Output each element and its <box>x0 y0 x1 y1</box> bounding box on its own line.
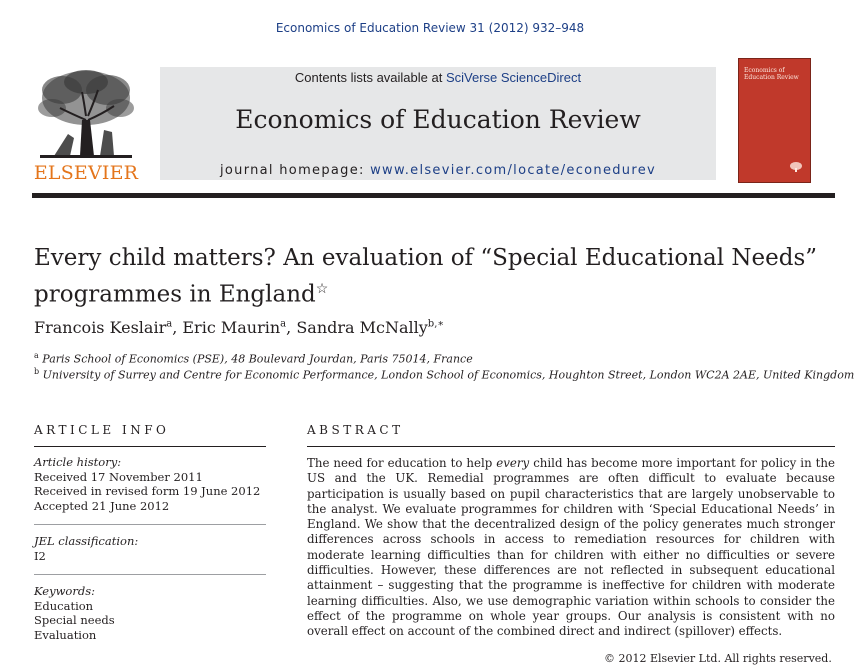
author-name[interactable]: Eric Maurin <box>182 318 281 337</box>
tree-emblem-icon <box>32 68 140 160</box>
jel-classification <box>34 534 266 563</box>
journal-citation[interactable]: Economics of Education Review 31 (2012) 932–948 <box>275 21 585 35</box>
elsevier-logo[interactable] <box>32 68 140 184</box>
history-item: Received 17 November 2011 <box>34 469 203 484</box>
title-footnote-star-icon[interactable]: ☆ <box>315 281 329 297</box>
author-name[interactable]: Sandra McNally <box>296 318 428 337</box>
publisher-emblem-icon <box>789 161 803 173</box>
copyright-notice: © 2012 Elsevier Ltd. All rights reserved. <box>604 652 832 665</box>
keyword-item[interactable]: Education <box>34 598 94 613</box>
affiliation-text: University of Surrey and Centre for Economic Performance, London School of Economics, Houghton Street, London WC2A 2AE, United Kingdom <box>42 368 855 382</box>
author-affiliation-mark[interactable]: b,∗ <box>427 318 445 330</box>
article-title-line2-text: programmes in England <box>34 281 316 308</box>
info-divider <box>34 574 266 575</box>
article-title-line2 <box>34 274 824 311</box>
article-title <box>34 243 824 311</box>
sciencedirect-link[interactable]: SciVerse ScienceDirect <box>445 70 582 85</box>
header-rule <box>32 193 835 198</box>
author-separator: , <box>172 318 183 337</box>
affiliation-text: Paris School of Economics (PSE), 48 Boulevard Jourdan, Paris 75014, France <box>42 352 473 366</box>
abstract-emphasis: every <box>496 456 530 470</box>
info-divider <box>34 524 266 525</box>
affiliation-mark: b <box>34 367 40 376</box>
author-separator: , <box>286 318 297 337</box>
affiliation-a <box>34 351 473 366</box>
jel-label: JEL classification: <box>34 534 139 548</box>
author-affiliation-mark[interactable]: a <box>166 318 173 330</box>
keyword-item[interactable]: Special needs <box>34 613 115 627</box>
homepage-link[interactable]: www.elsevier.com/locate/econedurev <box>370 163 656 178</box>
history-label: Article history: <box>34 455 122 469</box>
article-history <box>34 455 266 513</box>
article-info-panel <box>34 455 266 653</box>
journal-banner <box>160 67 716 180</box>
cover-title-line2: Education Review <box>744 74 799 81</box>
journal-cover-thumbnail[interactable] <box>738 58 811 183</box>
article-info-heading: ARTICLE INFO <box>34 423 170 437</box>
journal-title: Economics of Education Review <box>235 105 641 134</box>
contents-availability <box>160 70 716 85</box>
article-title-line1: Every child matters? An evaluation of “Special Educational Needs” <box>34 245 818 271</box>
journal-homepage <box>160 163 716 178</box>
cover-title-line1: Economics of <box>744 67 785 74</box>
keyword-item[interactable]: Evaluation <box>34 627 97 642</box>
abstract-text-rest: child has become more important for policy in the US and the UK. Remedial programmes are often difficult to evaluate because participation is usually based on pupil characteristics that are largely unobservable to the analyst. We evaluate programmes for children with ‘Special Educational Needs’ in England. We show that the decentralized design of the policy generates much stronger differences across schools in access to remediation resources for children with moderate learning difficulties than for children with either no difficulties or severe difficulties. However, these differences are not reflected in subsequent educational attainment – suggesting that the programme is ineffective for children with moderate learning difficulties. Also, we use demographic variation within schools to consider the effect of the programme on whole year groups. Our analysis is consistent with no overall effect on account of the combined direct and indirect (spillover) effects. <box>307 456 835 639</box>
affiliation-b <box>34 367 854 382</box>
author-name[interactable]: Francois Keslair <box>34 318 167 337</box>
affiliation-mark: a <box>34 351 39 360</box>
jel-code: I2 <box>34 548 46 563</box>
abstract-rule <box>307 446 835 447</box>
elsevier-wordmark: ELSEVIER <box>33 162 139 184</box>
homepage-prefix: journal homepage: <box>220 163 371 178</box>
history-item: Accepted 21 June 2012 <box>34 498 170 513</box>
article-info-rule <box>34 446 266 447</box>
author-affiliation-mark[interactable]: a <box>280 318 287 330</box>
keywords <box>34 584 266 642</box>
abstract-text-start: The need for education to help <box>307 456 497 470</box>
author-list <box>34 318 444 337</box>
contents-prefix: Contents lists available at <box>294 70 446 85</box>
cover-title <box>744 67 806 81</box>
keywords-label: Keywords: <box>34 584 95 598</box>
abstract-heading: ABSTRACT <box>307 423 404 437</box>
abstract-text <box>307 456 835 640</box>
history-item: Received in revised form 19 June 2012 <box>34 484 261 498</box>
